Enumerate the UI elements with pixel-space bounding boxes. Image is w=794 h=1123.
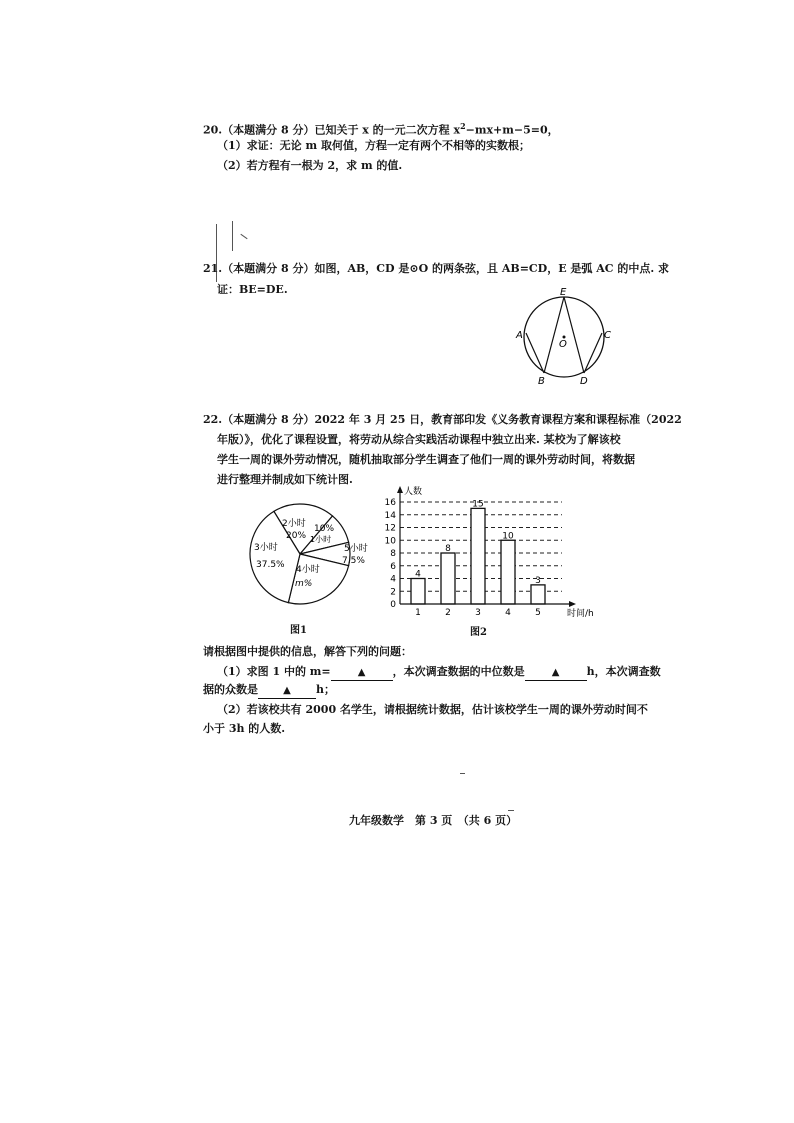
pie-pct-4h: m% <box>295 579 313 589</box>
pie-pct-5h: 7.5% <box>342 556 365 566</box>
y-tick-label: 6 <box>390 561 396 572</box>
circle-figure <box>508 285 618 385</box>
q22-part2-line2: 小于 3h 的人数. <box>203 722 286 735</box>
y-tick-label: 2 <box>390 587 396 598</box>
y-tick-label: 8 <box>390 549 396 559</box>
answer-blank-m[interactable]: ▲ <box>331 666 393 681</box>
x-axis-label: 时间/h <box>567 609 594 619</box>
x-tick-label: 5 <box>535 608 541 618</box>
page-footer: 九年级数学 第 3 页 （共 6 页） <box>349 814 518 827</box>
q22-line2: 年版）》，优化了课程设置，将劳动从综合实践活动课程中独立出来. 某校为了解该校 <box>217 433 621 446</box>
label-c: C <box>604 330 611 341</box>
q20-exponent: 2 <box>460 121 466 131</box>
scan-artifact <box>460 773 465 774</box>
bar-value-label: 10 <box>502 531 514 542</box>
pie-pct-2h: 20% <box>286 531 307 541</box>
label-o: O <box>559 339 567 350</box>
q22-part1-text-b: ，本次调查数据的中位数是 <box>392 665 525 678</box>
q22-part1-text-a: （1）求图 1 中的 m= <box>217 665 331 678</box>
chord-cd <box>584 333 602 373</box>
pie-label-1h: 1小时 <box>310 535 332 544</box>
bar-value-label: 8 <box>445 544 451 554</box>
pie-label-5h: 5小时 <box>344 544 368 554</box>
bar-3 <box>471 508 485 604</box>
q22-line3: 学生一周的课外劳动情况，随机抽取部分学生调查了他们一周的课外劳动时间，将数据 <box>217 453 635 466</box>
y-tick-label: 4 <box>390 574 396 585</box>
fig1-caption: 图1 <box>290 625 307 636</box>
scan-artifact <box>508 810 514 811</box>
bar-chart <box>376 482 608 622</box>
bar-4 <box>501 540 515 604</box>
x-tick-label: 4 <box>505 608 511 618</box>
q20-header-rest: −mx+m−5=0， <box>465 123 559 137</box>
q22-part1-text-c: h，本次调查数 <box>586 665 661 678</box>
segment-de <box>564 297 584 373</box>
pie-label-2h: 2小时 <box>282 519 306 529</box>
x-tick-label: 1 <box>415 608 421 618</box>
q21-line2: 证：BE=DE. <box>217 283 288 296</box>
q22-prompt: 请根据图中提供的信息，解答下列的问题： <box>203 645 412 658</box>
bar-value-label: 3 <box>535 575 541 586</box>
q22-line1: 22.（本题满分 8 分）2022 年 3 月 25 日，教育部印发《义务教育课程方案和课程标准（2022 <box>203 413 682 426</box>
label-d: D <box>580 376 588 385</box>
label-e: E <box>560 287 567 298</box>
answer-blank-mode[interactable]: ▲ <box>258 684 316 699</box>
q20-header-text: 20.（本题满分 8 分）已知关于 x 的一元二次方程 x <box>203 123 461 137</box>
bar-2 <box>441 553 455 604</box>
label-a: A <box>516 330 523 341</box>
q22-part2-line1: （2）若该校共有 2000 名学生，请根据统计数据，估计该校学生一周的课外劳动时间不 <box>217 703 648 716</box>
scan-artifact <box>240 234 247 239</box>
pie-pct-1h: 10% <box>314 524 335 534</box>
q22-part1-text-d: 据的众数是 <box>203 683 258 696</box>
q20-header <box>203 119 559 138</box>
x-tick-label: 3 <box>475 608 481 618</box>
pie-pct-3h: 37.5% <box>256 560 285 570</box>
q21-line1: 21.（本题满分 8 分）如图，AB，CD 是⊙O 的两条弦，且 AB=CD，E 是弧 AC 的中点. 求 <box>203 262 670 275</box>
segment-be <box>544 297 564 373</box>
x-axis-arrow <box>569 601 576 607</box>
y-axis-arrow <box>397 486 403 493</box>
bar-5 <box>531 585 545 604</box>
pie-chart <box>238 498 378 610</box>
x-tick-label: 2 <box>445 608 451 618</box>
y-axis-label: 人数 <box>404 487 423 497</box>
y-tick-label: 14 <box>384 510 396 521</box>
bar-y-ticks <box>385 498 397 610</box>
q22-part1-line2 <box>203 683 335 699</box>
scan-artifact <box>232 221 233 251</box>
y-tick-label: 12 <box>384 523 396 534</box>
label-b: B <box>538 376 545 385</box>
pie-label-4h: 4小时 <box>296 565 320 575</box>
y-tick-label: 0 <box>390 600 396 610</box>
q22-part1-line1 <box>217 665 661 681</box>
y-tick-label: 10 <box>384 536 396 547</box>
pie-label-3h: 3小时 <box>254 543 278 553</box>
y-tick-label: 16 <box>384 498 396 508</box>
q20-part1: （1）求证：无论 m 取何值，方程一定有两个不相等的实数根； <box>217 139 530 152</box>
fig2-caption: 图2 <box>470 627 487 638</box>
q22-part1-text-e: h； <box>316 683 335 696</box>
chord-ab <box>526 333 544 373</box>
bar-x-ticks <box>415 608 541 618</box>
answer-blank-median[interactable]: ▲ <box>525 666 587 681</box>
bar-value-label: 4 <box>415 569 421 580</box>
bar-value-label: 15 <box>472 499 484 510</box>
q22-line4: 进行整理并制成如下统计图. <box>217 473 353 486</box>
q20-part2: （2）若方程有一根为 2，求 m 的值. <box>217 159 403 172</box>
bar-1 <box>411 579 425 605</box>
